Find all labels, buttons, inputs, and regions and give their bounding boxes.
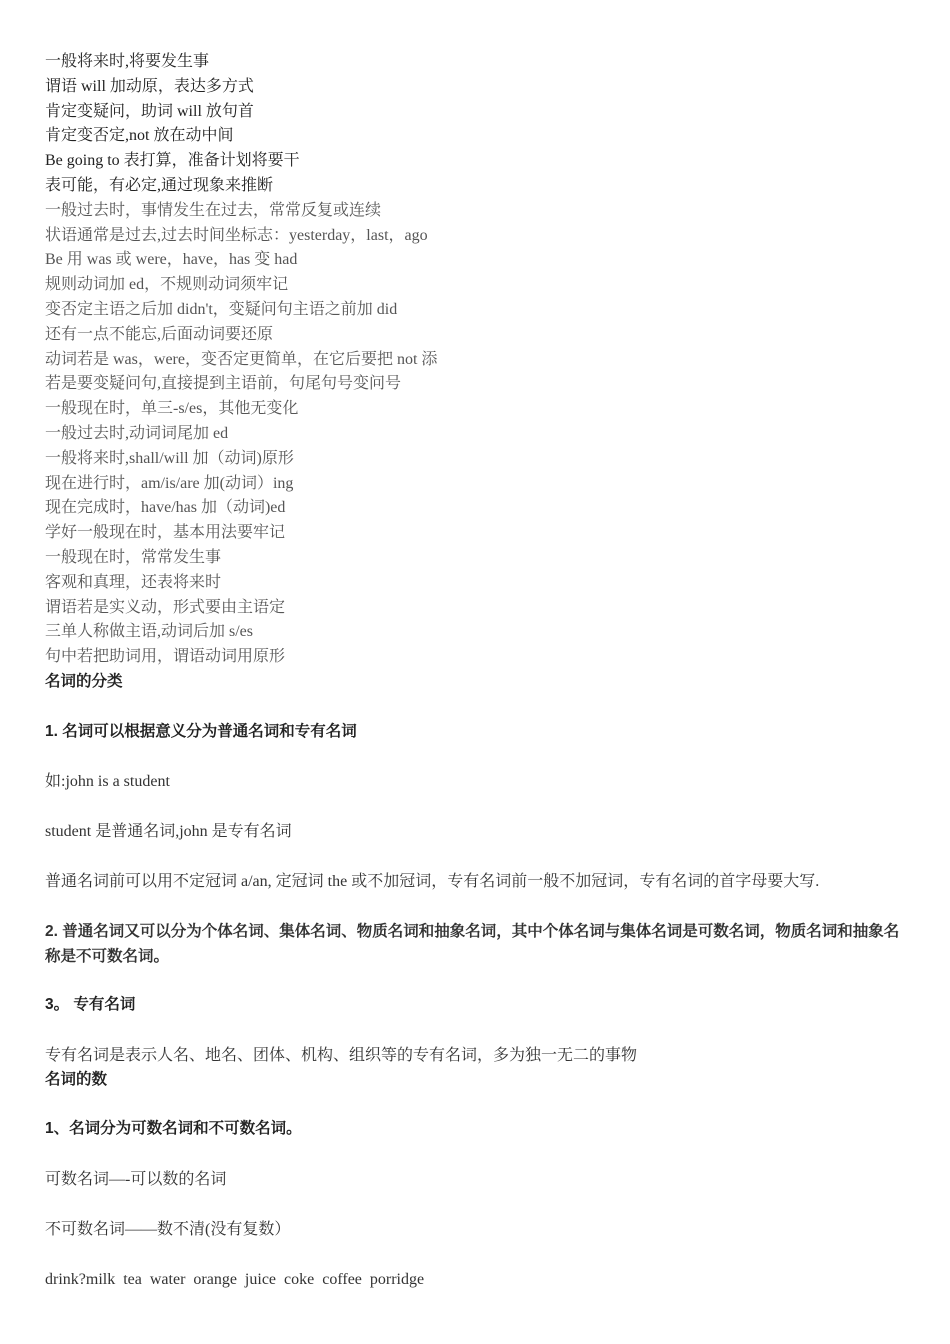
verse-line: 现在进行时，am/is/are 加(动词）ing (45, 474, 294, 492)
spacer (45, 1192, 907, 1217)
spacer (45, 894, 907, 919)
document-page (45, 50, 907, 1292)
verse-line: 一般过去时，事情发生在过去，常常反复或连续 (45, 201, 382, 219)
verse-line: 一般过去时,动词词尾加 ed (45, 424, 229, 442)
spacer (45, 744, 907, 769)
verse-line: 一般将来时,将要发生事 (45, 53, 210, 70)
uncountable-definition: 不可数名词——数不清(没有复数） (45, 1220, 291, 1238)
spacer (45, 695, 907, 720)
verse-line: 一般将来时,shall/will 加（动词)原形 (45, 449, 294, 467)
verse-line: Be 用 was 或 were，have，has 变 had (45, 251, 298, 269)
verse-line: 变否定主语之后加 didn't，变疑问句主语之前加 did (45, 300, 398, 318)
verse-line: Be going to 表打算，准备计划将要干 (45, 152, 300, 170)
subsection-heading: 3。 专有名词 (45, 996, 136, 1014)
spacer (45, 1142, 907, 1167)
verse-line: 规则动词加 ed，不规则动词须牢记 (45, 276, 289, 294)
noun-number-section (45, 1068, 907, 1292)
grammar-verse (45, 50, 907, 670)
noun-subtypes-paragraph: 2. 普通名词又可以分为个体名词、集体名词、物质名词和抽象名词，其中个体名词与集体名词是可数名词，物质名词和抽象名称是不可数名词。 (45, 922, 900, 965)
spacer (45, 969, 907, 994)
verse-line: 句中若把助词用，谓语动词用原形 (45, 648, 286, 666)
verse-line: 还有一点不能忘,后面动词要还原 (45, 325, 274, 343)
spacer (45, 1093, 907, 1118)
verse-line: 客观和真理，还表将来时 (45, 573, 222, 591)
spacer (45, 1018, 907, 1043)
example-explanation: student 是普通名词,john 是专有名词 (45, 822, 292, 840)
verse-line: 谓语若是实义动，形式要由主语定 (45, 598, 286, 616)
spacer (45, 1242, 907, 1267)
countable-definition: 可数名词—-可以数的名词 (45, 1171, 227, 1189)
section-heading: 名词的分类 (45, 672, 123, 690)
verse-line: 学好一般现在时，基本用法要牢记 (45, 524, 286, 542)
verse-line: 三单人称做主语,动词后加 s/es (45, 623, 254, 641)
verse-line: 一般现在时，单三-s/es，其他无变化 (45, 400, 299, 418)
verse-line: 状语通常是过去,过去时间坐标志：yesterday，last，ago (45, 226, 428, 244)
example-sentence: 如:john is a student (45, 773, 170, 791)
verse-line: 肯定变否定,not 放在动中间 (45, 127, 234, 145)
subsection-heading: 1. 名词可以根据意义分为普通名词和专有名词 (45, 722, 357, 740)
verse-line: 表可能，有必定,通过现象来推断 (45, 176, 274, 194)
proper-noun-definition: 专有名词是表示人名、地名、团体、机构、组织等的专有名词，多为独一无二的事物 (45, 1046, 638, 1064)
verse-line: 一般现在时，常常发生事 (45, 548, 222, 566)
noun-classification-section (45, 670, 907, 1068)
verse-line: 动词若是 was，were，变否定更简单，在它后要把 not 添 (45, 350, 438, 368)
section-heading: 名词的数 (45, 1070, 108, 1088)
verse-line: 现在完成时，have/has 加（动词)ed (45, 499, 286, 517)
subsection-heading: 1、名词分为可数名词和不可数名词。 (45, 1120, 302, 1138)
drink-examples: drink?milk tea water orange juice coke coffee porridge (45, 1270, 425, 1288)
article-rule: 普通名词前可以用不定冠词 a/an, 定冠词 the 或不加冠词，专有名词前一般不加冠词，专有名词的首字母要大写. (45, 872, 820, 890)
spacer (45, 794, 907, 819)
spacer (45, 844, 907, 869)
verse-line: 肯定变疑问，助词 will 放句首 (45, 102, 254, 120)
verse-line: 若是要变疑问句,直接提到主语前，句尾句号变问号 (45, 375, 402, 393)
verse-line: 谓语 will 加动原，表达多方式 (45, 77, 254, 95)
